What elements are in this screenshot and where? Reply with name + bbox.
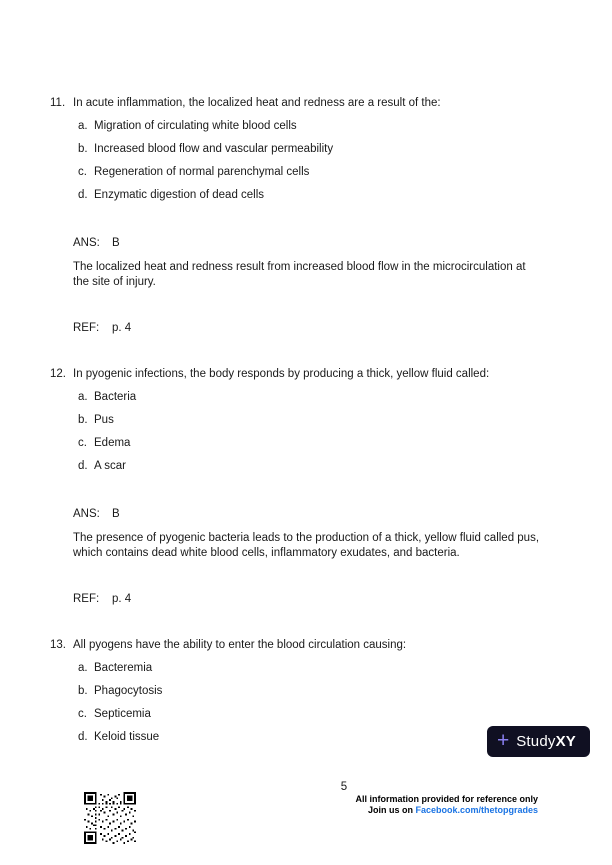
question-number: 13.: [50, 639, 66, 651]
option-letter: b.: [78, 143, 88, 155]
question-11: [50, 96, 572, 336]
question-12: [50, 367, 572, 607]
option: [78, 459, 572, 474]
facebook-link[interactable]: Facebook.com/thetopgrades: [415, 805, 538, 815]
answer-explanation: The presence of pyogenic bacteria leads to the production of a thick, yellow fluid called pus, which contains dead white blood cells, inflammatory exudates, and bacteria.: [73, 532, 540, 559]
option-text: Edema: [94, 437, 131, 449]
footer-disclaimer: [355, 794, 538, 816]
option-letter: c.: [78, 708, 87, 720]
option-letter: d.: [78, 731, 88, 743]
option: [78, 436, 572, 451]
reference-label: REF:: [73, 593, 100, 605]
reference-value: p. 4: [112, 322, 132, 334]
reference-label: REF:: [73, 322, 100, 334]
answer-label: ANS:: [73, 237, 100, 249]
option: [78, 165, 572, 180]
option-letter: b.: [78, 685, 88, 697]
option-text: Regeneration of normal parenchymal cells: [94, 166, 310, 178]
option-text: Migration of circulating white blood cells: [94, 120, 297, 132]
option: [78, 684, 572, 699]
options-list: [78, 119, 572, 203]
footer-line-2: [355, 805, 538, 816]
footer-join-text: Join us on: [367, 805, 416, 815]
question-text: All pyogens have the ability to enter the blood circulation causing:: [73, 639, 407, 651]
question-number: 11.: [50, 97, 66, 109]
option-text: Bacteremia: [94, 662, 153, 674]
studyxy-word-xy: XY: [555, 733, 576, 750]
studyxy-word-study: Study: [516, 733, 556, 750]
answer-value: B: [112, 237, 120, 249]
answer-line: [73, 507, 572, 522]
options-list: [78, 390, 572, 474]
reference-line: [73, 321, 572, 336]
reference-value: p. 4: [112, 593, 132, 605]
option: [78, 142, 572, 157]
option-letter: a.: [78, 120, 88, 132]
plus-icon: +: [496, 729, 510, 752]
option-letter: b.: [78, 414, 88, 426]
question-number: 12.: [50, 368, 66, 380]
option-text: Keloid tissue: [94, 731, 160, 743]
option-text: Enzymatic digestion of dead cells: [94, 189, 265, 201]
reference-line: [73, 592, 572, 607]
option: [78, 390, 572, 405]
option-letter: a.: [78, 662, 88, 674]
option-letter: d.: [78, 460, 88, 472]
question-text: In pyogenic infections, the body responds by producing a thick, yellow fluid called:: [73, 368, 490, 380]
footer-line-1: All information provided for reference only: [355, 794, 538, 804]
studyxy-wordmark: [516, 734, 576, 749]
option-letter: a.: [78, 391, 88, 403]
option: [78, 661, 572, 676]
studyxy-logo: [487, 726, 590, 757]
answer-value: B: [112, 508, 120, 520]
option: [78, 188, 572, 203]
question-text: In acute inflammation, the localized heat and redness are a result of the:: [73, 97, 441, 109]
answer-line: [73, 236, 572, 251]
answer-label: ANS:: [73, 508, 100, 520]
option-text: A scar: [94, 460, 126, 472]
qr-code: [84, 792, 136, 844]
option-text: Increased blood flow and vascular permeability: [94, 143, 334, 155]
option-letter: d.: [78, 189, 88, 201]
option-text: Bacteria: [94, 391, 137, 403]
option-letter: c.: [78, 437, 87, 449]
option: [78, 119, 572, 134]
option-text: Phagocytosis: [94, 685, 163, 697]
option-text: Septicemia: [94, 708, 151, 720]
page-number: 5: [340, 781, 348, 793]
option-text: Pus: [94, 414, 114, 426]
answer-explanation: The localized heat and redness result from increased blood flow in the microcirculation at the site of injury.: [73, 261, 526, 288]
option-letter: c.: [78, 166, 87, 178]
option: [78, 413, 572, 428]
option: [78, 707, 572, 722]
